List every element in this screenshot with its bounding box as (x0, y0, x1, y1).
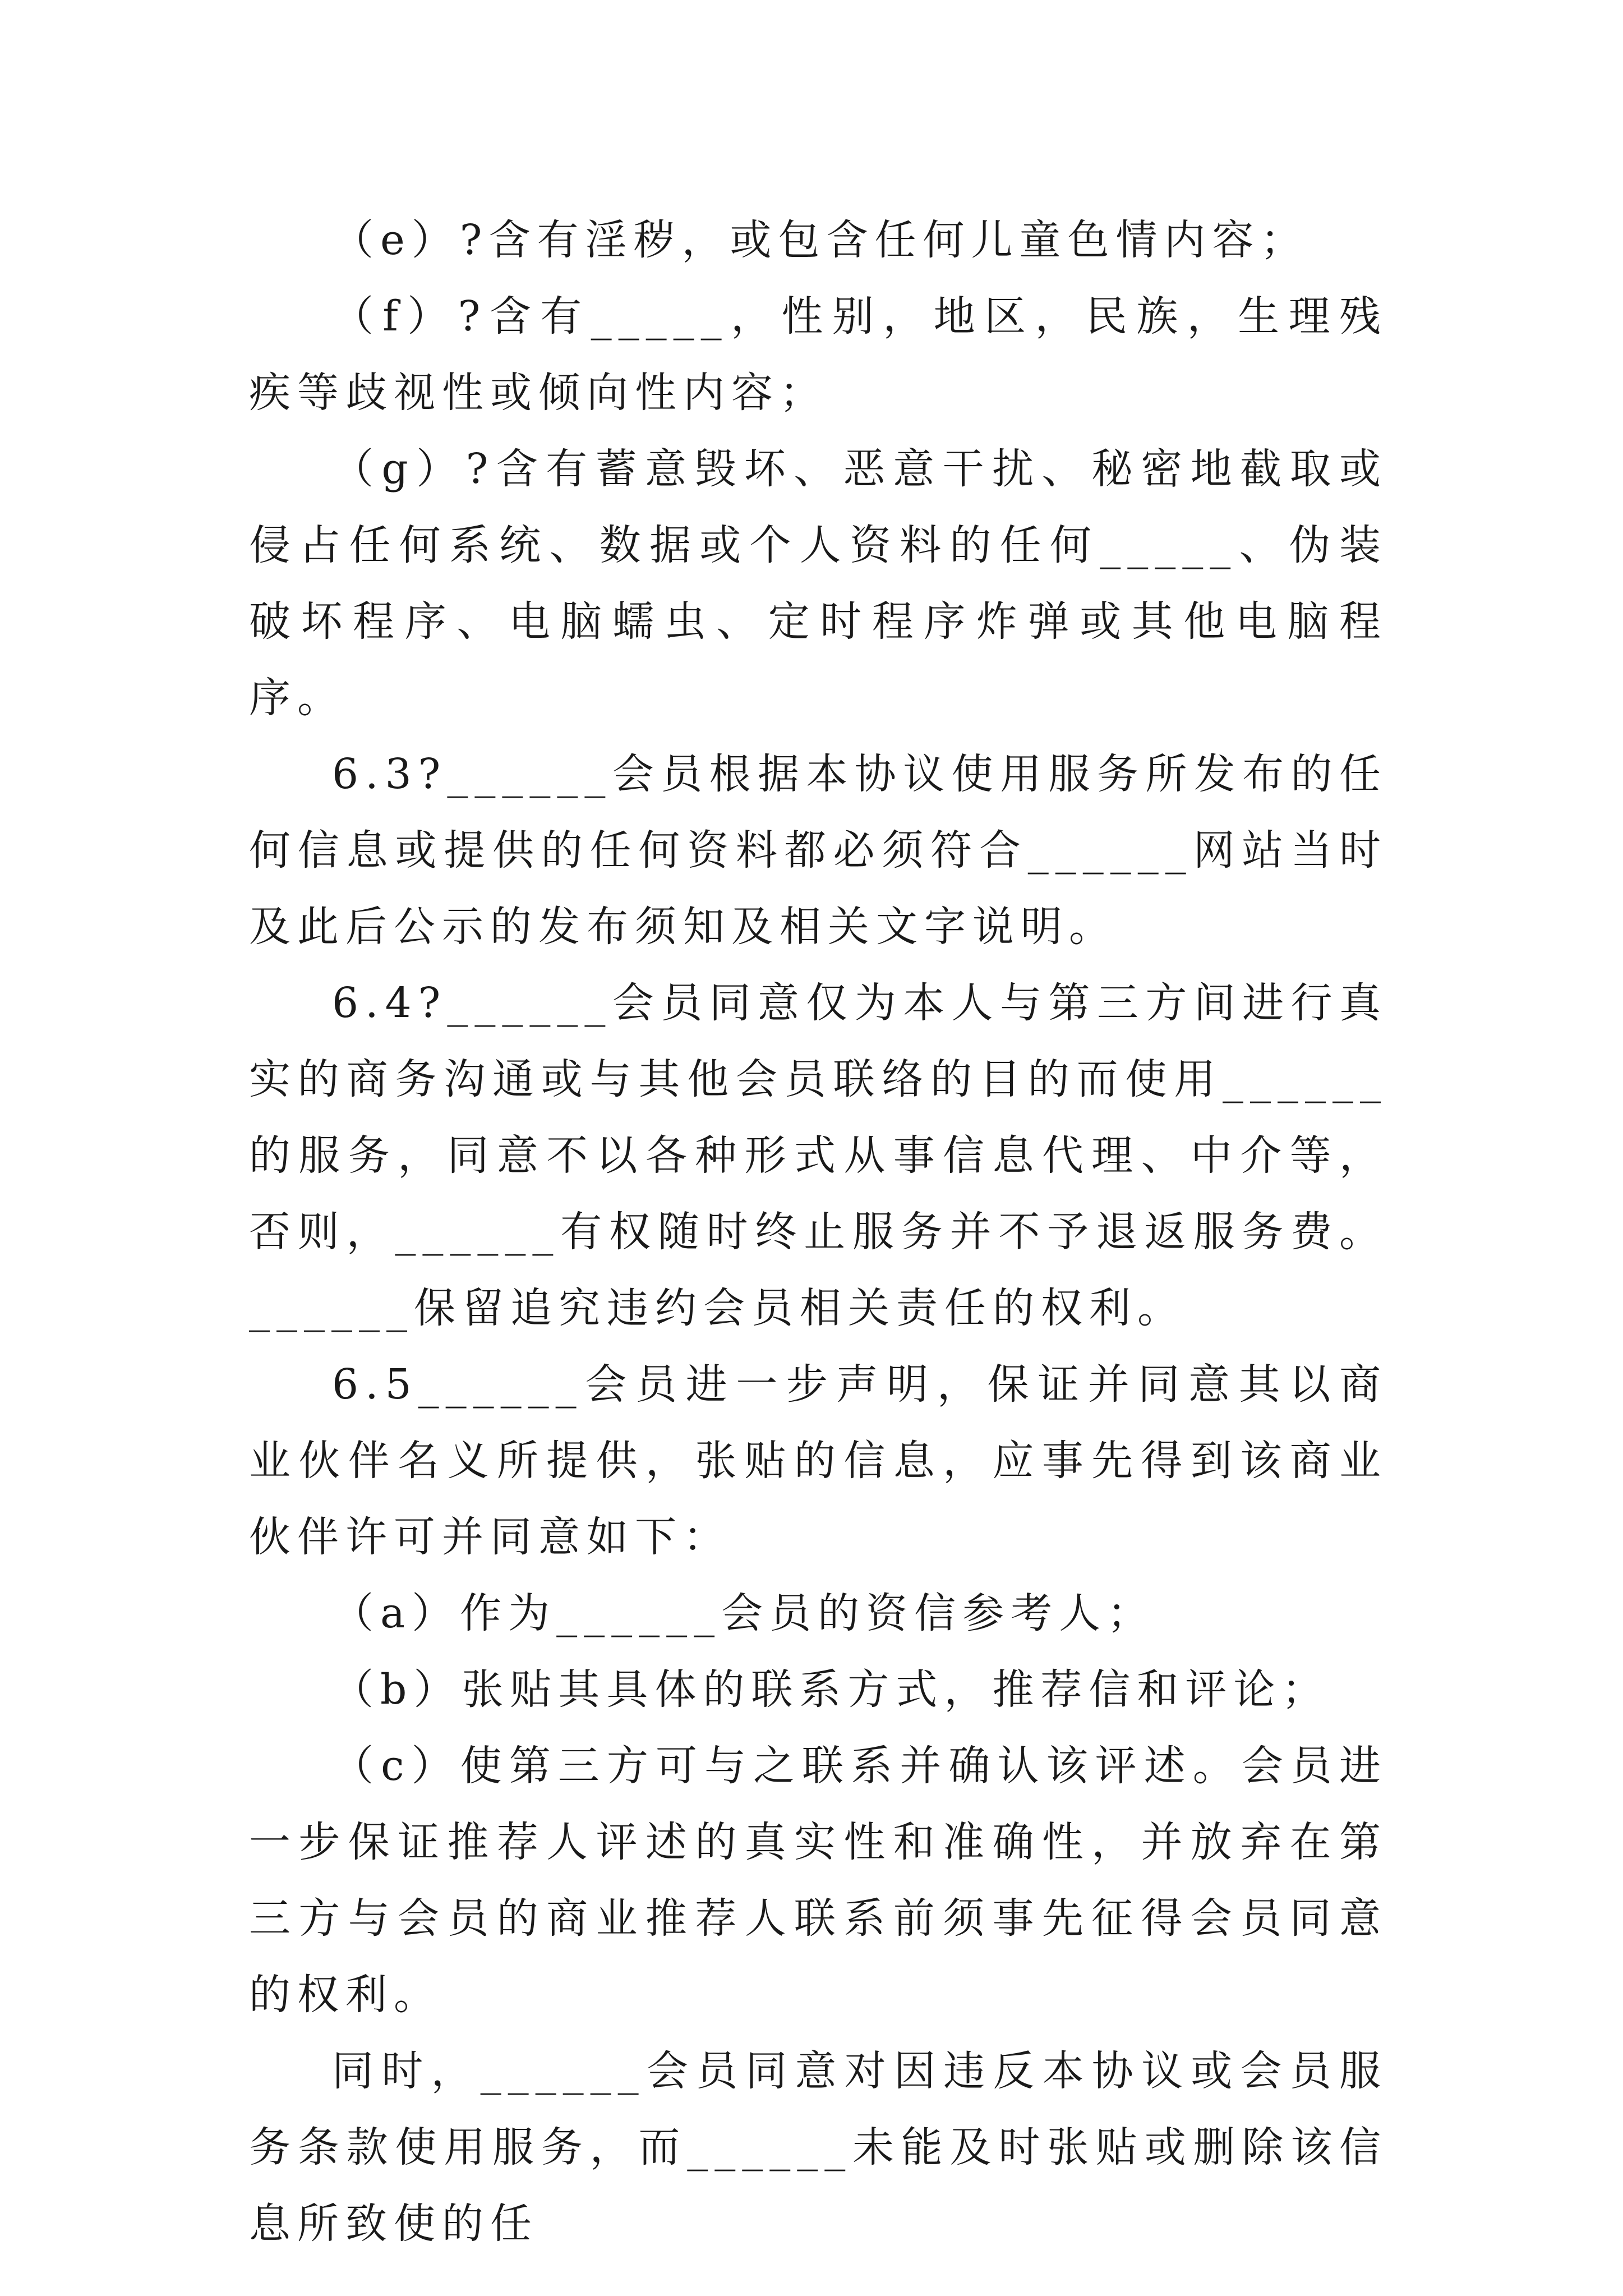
clause-6-3: 6.3?______会员根据本协议使用服务所发布的任何信息或提供的任何资料都必须符合______网站当时及此后公示的发布须知及相关文字说明。 (249, 750, 1387, 951)
clause-b: （b）张贴其具体的联系方式，推荐信和评论； (332, 1665, 1330, 1714)
clause-e: （e）?含有淫秽，或包含任何儿童色情内容； (332, 216, 1309, 264)
clause-a: （a）作为______会员的资信参考人； (332, 1589, 1156, 1637)
document-page (249, 202, 1387, 2262)
clause-c: （c）使第三方可与之联系并确认该评述。会员进一步保证推荐人评述的真实性和准确性，并放弃在第三方与会员的商业推荐人联系前须事先征得会员同意的权利。 (249, 1742, 1387, 2019)
clause-6-5: 6.5______会员进一步声明，保证并同意其以商业伙伴名义所提供，张贴的信息，应事先得到该商业伙伴许可并同意如下： (249, 1360, 1387, 1561)
clause-f: （f）?含有_____，性别，地区，民族，生理残疾等歧视性或倾向性内容； (249, 292, 1387, 417)
closing-paragraph: 同时，______会员同意对因违反本协议或会员服务条款使用服务，而______未能及时张贴或删除该信息所致使的任 (249, 2047, 1387, 2248)
clause-6-4: 6.4?______会员同意仅为本人与第三方间进行真实的商务沟通或与其他会员联络的目的而使用______的服务，同意不以各种形式从事信息代理、中介等，否则，______有权随时终止服务并不予退返服务费。______保留追究违约会员相关责任的权利。 (249, 979, 1387, 1332)
clause-g: （g）?含有蓄意毁坏、恶意干扰、秘密地截取或侵占任何系统、数据或个人资料的任何_____、伪装破坏程序、电脑蠕虫、定时程序炸弹或其他电脑程序。 (249, 445, 1387, 722)
